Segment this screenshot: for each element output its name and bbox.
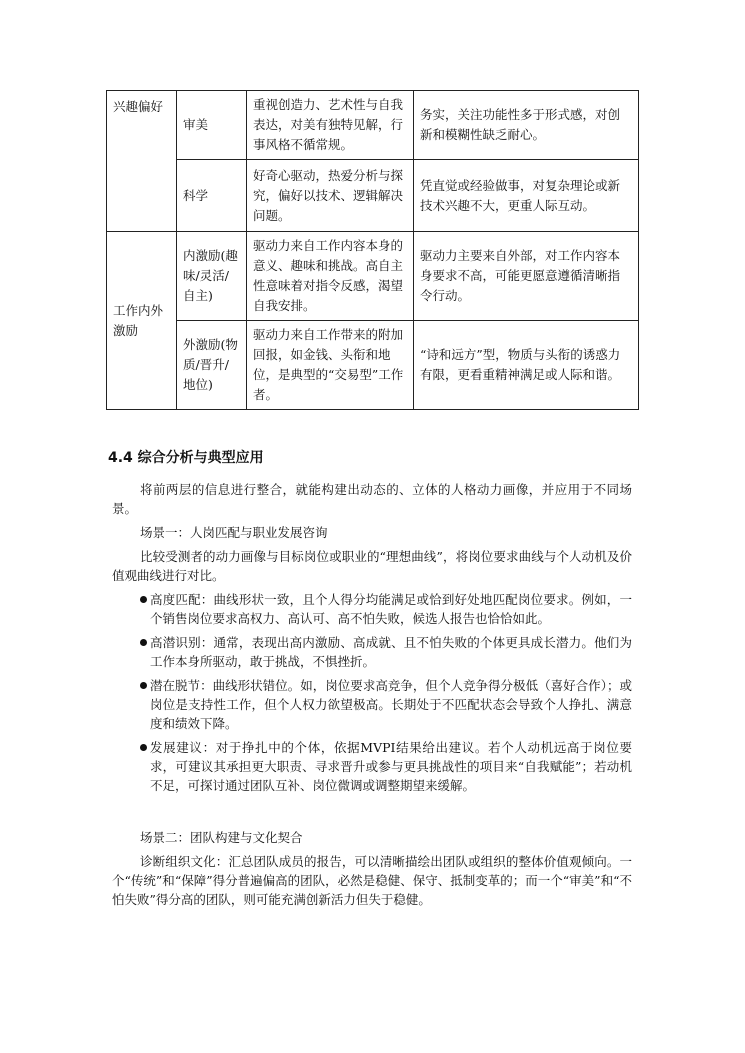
section-heading: 4.4 综合分析与典型应用 — [108, 450, 264, 466]
bullet-icon — [140, 744, 147, 751]
scene-two-paragraph: 诊断组织文化：汇总团队成员的报告，可以清晰描绘出团队或组织的整体价值观倾向。一个“传统”和“保障”得分普遍偏高的团队，必然是稳健、保守、抵制变革的；而一个“审美”和“不怕失败”得分高的团队，则可能充满创新活力但失于稳健。 — [112, 854, 632, 907]
high-score-cell: 重视创造力、艺术性与自我表达，对美有独特见解，行事风格不循常规。 — [247, 91, 414, 160]
low-score-cell: 驱动力主要来自外部，对工作内容本身要求不高，可能更愿意遵循清晰指令行动。 — [414, 232, 639, 321]
category-cell: 工作内外激励 — [107, 232, 177, 410]
bullet-icon — [140, 682, 147, 689]
list-item: 高潜识别：通常，表现出高内激励、高成就、且不怕失败的个体更具成长潜力。他们为工作本身所驱动，敢于挑战，不惧挫折。 — [112, 633, 632, 671]
table-row — [107, 160, 639, 232]
low-score-cell: 凭直觉或经验做事，对复杂理论或新技术兴趣不大，更重人际互动。 — [414, 160, 639, 232]
table-row — [107, 321, 639, 410]
scene-two-title: 场景二：团队构建与文化契合 — [140, 830, 303, 845]
table-row — [107, 91, 639, 160]
bullet-list — [112, 590, 632, 795]
low-score-cell: 务实，关注功能性多于形式感，对创新和模糊性缺乏耐心。 — [414, 91, 639, 160]
high-score-cell: 好奇心驱动，热爱分析与探究，偏好以技术、逻辑解决问题。 — [247, 160, 414, 232]
section-body — [112, 480, 632, 800]
low-score-cell: “诗和远方”型，物质与头衔的诱惑力有限，更看重精神满足或人际和谐。 — [414, 321, 639, 410]
motivation-table — [106, 90, 639, 410]
high-score-cell: 驱动力来自工作带来的附加回报，如金钱、头衔和地位，是典型的“交易型”工作者。 — [247, 321, 414, 410]
table-row — [107, 232, 639, 321]
intro-paragraph: 将前两层的信息进行整合，就能构建出动态的、立体的人格动力画像，并应用于不同场景。 — [112, 482, 632, 516]
scene-one-title: 场景一：人岗匹配与职业发展咨询 — [140, 525, 328, 540]
bullet-icon — [140, 596, 147, 603]
list-item: 高度匹配：曲线形状一致，且个人得分均能满足或恰到好处地匹配岗位要求。例如，一个销售岗位要求高权力、高认可、高不怕失败，候选人报告也恰恰如此。 — [112, 590, 632, 628]
subcategory-cell: 外激励(物质/晋升/地位) — [177, 321, 247, 410]
category-cell: 兴趣偏好 — [107, 91, 177, 232]
subcategory-cell: 科学 — [177, 160, 247, 232]
high-score-cell: 驱动力来自工作内容本身的意义、趣味和挑战。高自主性意味着对指令反感，渴望自我安排。 — [247, 232, 414, 321]
scene-one-intro: 比较受测者的动力画像与目标岗位或职业的“理想曲线”，将岗位要求曲线与个人动机及价值观曲线进行对比。 — [112, 549, 632, 583]
list-item: 发展建议：对于挣扎中的个体，依据MVPI结果给出建议。若个人动机远高于岗位要求，可建议其承担更大职责、寻求晋升或参与更具挑战性的项目来“自我赋能”；若动机不足，可探讨通过团队互补、岗位微调或调整期望来缓解。 — [112, 738, 632, 795]
scene-two-block — [112, 828, 632, 914]
bullet-icon — [140, 639, 147, 646]
list-item: 潜在脱节：曲线形状错位。如，岗位要求高竞争，但个人竞争得分极低（喜好合作）；或岗位是支持性工作，但个人权力欲望极高。长期处于不匹配状态会导致个人挣扎、满意度和绩效下降。 — [112, 676, 632, 733]
subcategory-cell: 审美 — [177, 91, 247, 160]
subcategory-cell: 内激励(趣味/灵活/自主) — [177, 232, 247, 321]
